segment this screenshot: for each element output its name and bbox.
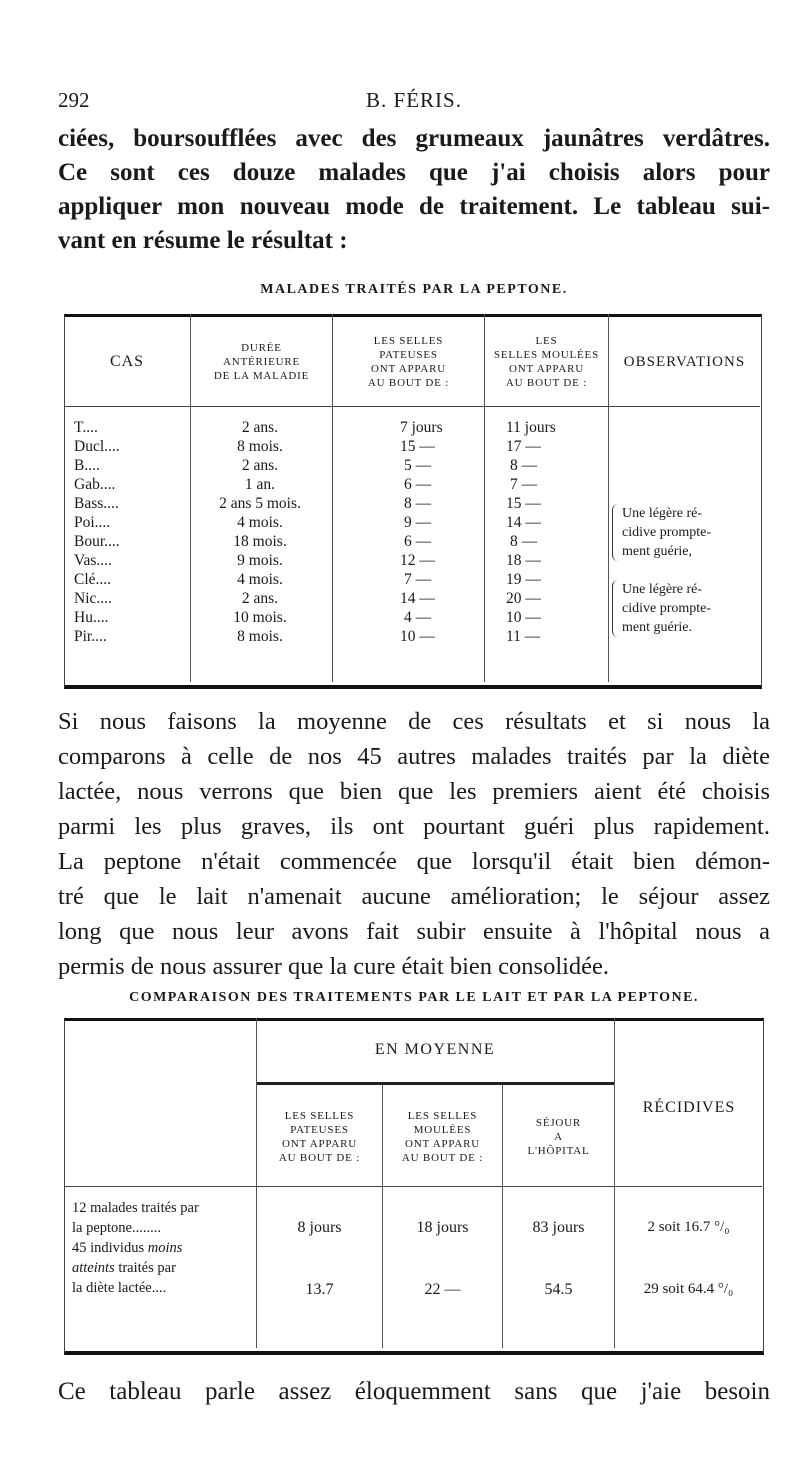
cell-pateuses: 12 — (400, 552, 435, 569)
header-line: ONT APPARU (371, 363, 446, 375)
cell-cas: Gab.... (74, 476, 116, 493)
table-row (64, 418, 760, 437)
value-moulees-peptone: 18 jours (416, 1219, 469, 1236)
column-divider (614, 1018, 615, 1348)
header-en-moyenne: EN MOYENNE (374, 1041, 496, 1058)
observation-note (612, 580, 758, 637)
value-recidives-lait: 29 soit 64.4 °/₀ (643, 1281, 734, 1297)
cell-duree: 9 mois. (237, 552, 283, 569)
value-pateuses-lait: 13.7 (305, 1281, 334, 1298)
header-recidives: RÉCIDIVES (642, 1099, 736, 1116)
cell-cas: Poi.... (74, 514, 111, 531)
cell-moulees: 10 — (506, 609, 541, 626)
label-italic: moins (147, 1240, 183, 1256)
cell-pateuses: 15 — (400, 438, 435, 455)
header-moulees (485, 324, 608, 400)
header-line: LES SELLES (373, 335, 444, 347)
cell-cas: Pir.... (74, 628, 107, 645)
cell-moulees: 11 — (506, 628, 541, 645)
header-line: AU BOUT DE : (401, 1152, 484, 1164)
cell-cas: T.... (74, 419, 98, 436)
cell-pateuses: 14 — (400, 590, 435, 607)
cell-moulees: 8 — (510, 533, 538, 550)
cell-cas: Hu.... (74, 609, 109, 626)
label-italic: atteints (72, 1260, 115, 1276)
running-title: B. FÉRIS. (366, 88, 462, 112)
observation-line: Une légère ré- (622, 582, 703, 597)
observation-note (612, 504, 758, 561)
cell-cas: Vas.... (74, 552, 112, 569)
label-line: la peptone........ (72, 1220, 161, 1236)
header-cas: CAS (109, 353, 145, 370)
text-line: La peptone n'était commencée que lorsqu'il était bien démon- (58, 848, 770, 875)
cell-duree: 4 mois. (237, 514, 283, 531)
header-line: LES SELLES (284, 1110, 355, 1122)
header-line: ONT APPARU (509, 363, 584, 375)
page-number: 292 (58, 88, 90, 112)
label-line (72, 1238, 256, 1258)
header-divider (64, 406, 760, 407)
cell-moulees: 7 — (510, 476, 538, 493)
observation-line: ment guérie. (622, 620, 692, 635)
header-observations: OBSERVATIONS (623, 354, 746, 370)
subheader-moulees (383, 1092, 502, 1182)
value-sejour-peptone: 83 jours (532, 1219, 585, 1236)
value-sejour-lait: 54.5 (544, 1281, 573, 1298)
row-label-peptone (72, 1198, 256, 1238)
text-line: tré que le lait n'amenait aucune amélioration; le séjour assez (58, 883, 770, 910)
text-line: ciées, boursoufflées avec des grumeaux jaunâtres verdâtres. (58, 125, 770, 152)
cell-moulees: 14 — (506, 514, 541, 531)
observation-line: ment guérie, (622, 544, 692, 559)
cell-cas: Bour.... (74, 533, 120, 550)
cell-cas: Ducl.... (74, 438, 120, 455)
observation-text (622, 580, 758, 637)
text-line: long que nous leur avons fait subir ensuite à l'hôpital nous a (58, 918, 770, 945)
row-label-lait (72, 1238, 256, 1298)
brace-mark (612, 580, 621, 637)
cell-cas: B.... (74, 457, 100, 474)
header-line: PATEUSES (379, 349, 438, 361)
label-line: la diète lactée.... (72, 1280, 167, 1296)
header-line: L'HÔPITAL (527, 1145, 590, 1157)
paragraph-comparison (58, 704, 770, 984)
cell-pateuses: 6 — (404, 533, 432, 550)
table2-caption: COMPARAISON DES TRAITEMENTS PAR LE LAIT ET PAR LA PEPTONE. (129, 990, 699, 1005)
cell-duree: 18 mois. (233, 533, 287, 550)
header-line: DURÉE (241, 342, 282, 354)
header-line: AU BOUT DE : (367, 377, 450, 389)
cell-pateuses: 8 — (404, 495, 432, 512)
cell-duree: 2 ans. (241, 457, 279, 474)
cell-cas: Bass.... (74, 495, 119, 512)
header-line: A (554, 1131, 563, 1143)
cell-pateuses: 10 — (400, 628, 435, 645)
cell-pateuses: 9 — (404, 514, 432, 531)
label-line (72, 1258, 256, 1278)
cell-cas: Nic.... (74, 590, 112, 607)
running-header (58, 88, 770, 118)
table-row (64, 475, 760, 494)
header-pateuses (333, 324, 484, 400)
cell-pateuses: 5 — (404, 457, 432, 474)
header-line: ONT APPARU (405, 1138, 480, 1150)
cell-pateuses: 4 — (404, 609, 432, 626)
brace-mark (612, 504, 621, 561)
table-row (64, 456, 760, 475)
group-underline (257, 1082, 614, 1085)
peptone-patients-table (64, 314, 764, 688)
cell-pateuses: 7 jours (400, 419, 443, 436)
observation-line: cidive prompte- (622, 601, 712, 616)
cell-pateuses: 6 — (404, 476, 432, 493)
header-divider (64, 1186, 762, 1187)
header-line: AU BOUT DE : (505, 377, 588, 389)
header-line: ANTÉRIEURE (222, 356, 301, 368)
header-line: PATEUSES (290, 1124, 349, 1136)
paragraph-intro (58, 122, 770, 258)
cell-duree: 8 mois. (237, 628, 283, 645)
table-row (64, 437, 760, 456)
text-line: Si nous faisons la moyenne de ces résultats et si nous la (58, 708, 770, 735)
header-line: SÉJOUR (535, 1117, 582, 1129)
header-line: ONT APPARU (282, 1138, 357, 1150)
observation-line: cidive prompte- (622, 525, 712, 540)
header-line: LES (535, 335, 558, 347)
value-pateuses-peptone: 8 jours (297, 1219, 342, 1236)
label-text: 45 individus (72, 1240, 145, 1256)
table1-caption: MALADES TRAITÉS PAR LA PEPTONE. (260, 282, 568, 297)
label-text: traités par (118, 1260, 176, 1276)
header-line: AU BOUT DE : (278, 1152, 361, 1164)
cell-cas: Clé.... (74, 571, 112, 588)
header-line: DE LA MALADIE (213, 370, 310, 382)
text-line: parmi les plus graves, ils ont pourtant guéri plus rapidement. (58, 813, 770, 840)
cell-duree: 2 ans. (241, 419, 279, 436)
cell-duree: 10 mois. (233, 609, 287, 626)
cell-moulees: 20 — (506, 590, 541, 607)
subheader-sejour (503, 1092, 614, 1182)
text-line: Ce sont ces douze malades que j'ai choisis alors pour (58, 159, 770, 186)
header-duree (191, 324, 332, 400)
header-line: SELLES MOULÉES (493, 349, 599, 361)
cell-duree: 2 ans. (241, 590, 279, 607)
cell-moulees: 17 — (506, 438, 541, 455)
text-line: appliquer mon nouveau mode de traitement. Le tableau sui- (58, 193, 770, 220)
paragraph-closing (58, 1375, 770, 1409)
cell-duree: 4 mois. (237, 571, 283, 588)
text-line: lactée, nous verrons que bien que les premiers aient été choisis (58, 778, 770, 805)
cell-moulees: 19 — (506, 571, 541, 588)
cell-duree: 1 an. (244, 476, 276, 493)
value-moulees-lait: 22 — (424, 1281, 461, 1298)
text-line: comparons à celle de nos 45 autres malades traités par la diète (58, 743, 770, 770)
text-line: permis de nous assurer que la cure était bien consolidée. (58, 953, 610, 980)
value-recidives-peptone: 2 soit 16.7 °/₀ (647, 1219, 730, 1235)
subheader-pateuses (257, 1092, 382, 1182)
text-line: Ce tableau parle assez éloquemment sans que j'aie besoin (58, 1378, 770, 1405)
cell-moulees: 8 — (510, 457, 538, 474)
header-line: MOULÉES (413, 1124, 472, 1136)
treatment-comparison-table (64, 1018, 766, 1354)
cell-duree: 2 ans 5 mois. (219, 495, 301, 512)
label-line: 12 malades traités par (72, 1200, 199, 1216)
cell-moulees: 15 — (506, 495, 541, 512)
observation-text (622, 504, 758, 561)
cell-moulees: 18 — (506, 552, 541, 569)
cell-duree: 8 mois. (237, 438, 283, 455)
header-line: LES SELLES (407, 1110, 478, 1122)
text-line: vant en résume le résultat : (58, 227, 348, 254)
cell-moulees: 11 jours (506, 419, 556, 436)
cell-pateuses: 7 — (404, 571, 432, 588)
observation-line: Une légère ré- (622, 506, 703, 521)
